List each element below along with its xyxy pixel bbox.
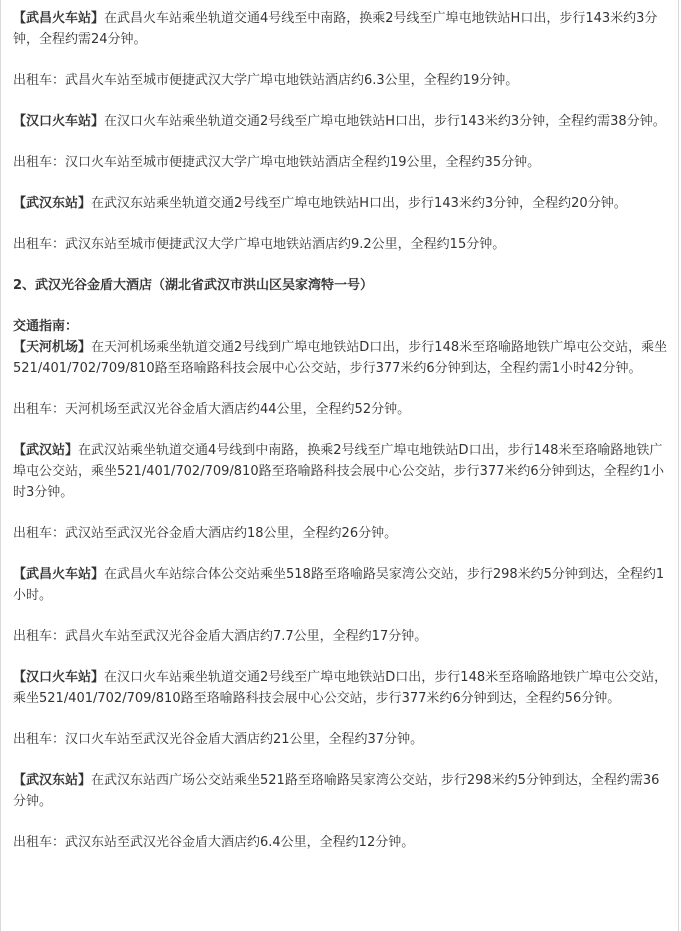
- taxi-text: 出租车：武昌火车站至武汉光谷金盾大酒店约7.7公里，全程约17分钟。: [13, 629, 428, 644]
- route-wuhan-station: [13, 440, 668, 503]
- guide-label: 交通指南：: [13, 319, 79, 334]
- taxi-tianhe-airport: [13, 399, 668, 420]
- route-text: 在天河机场乘坐轨道交通2号线到广埠屯地铁站D口出，步行148米至珞喻路地铁广埠屯公交站，乘坐521/401/702/709/810路至珞喻路科技会展中心公交站，步行377米约6分钟到达，全程约需1小时42分钟。: [13, 340, 668, 376]
- taxi-text: 出租车：武昌火车站至城市便捷武汉大学广埠屯地铁站酒店约6.3公里，全程约19分钟。: [13, 73, 519, 88]
- route-label: 【武汉东站】: [13, 196, 92, 211]
- route-text: 在武汉东站西广场公交站乘坐521路至珞喻路吴家湾公交站，步行298米约5分钟到达，全程约需36分钟。: [13, 773, 660, 809]
- route-label: 【天河机场】: [13, 340, 92, 355]
- taxi-text: 出租车：武汉东站至武汉光谷金盾大酒店约6.4公里，全程约12分钟。: [13, 835, 415, 850]
- route-label: 【汉口火车站】: [13, 114, 105, 129]
- route-text: 在武昌火车站综合体公交站乘坐518路至珞喻路吴家湾公交站，步行298米约5分钟到达，全程约1小时。: [13, 567, 665, 603]
- taxi-hankou-station: [13, 152, 668, 173]
- route-text: 在武汉站乘坐轨道交通4号线到中南路，换乘2号线至广埠屯地铁站D口出，步行148米至珞喻路地铁广埠屯公交站，乘坐521/401/702/709/810路至珞喻路科技会展中心公交站，步行377米约6分钟到达，全程约1小时3分钟。: [13, 443, 664, 500]
- route-wuchang-station-2: [13, 564, 668, 606]
- taxi-wuhan-east-station-2: [13, 832, 668, 853]
- route-label: 【武昌火车站】: [13, 567, 105, 582]
- taxi-wuchang-station-2: [13, 626, 668, 647]
- route-wuhan-east-station-2: [13, 770, 668, 812]
- route-wuhan-east-station: [13, 193, 668, 214]
- route-label: 【武汉站】: [13, 443, 79, 458]
- taxi-hankou-station-2: [13, 729, 668, 750]
- route-hankou-station: [13, 111, 668, 132]
- route-text: 在汉口火车站乘坐轨道交通2号线至广埠屯地铁站D口出，步行148米至珞喻路地铁广埠屯公交站，乘坐521/401/702/709/810路至珞喻路科技会展中心公交站，步行377米约6分钟到达，全程约56分钟。: [13, 670, 668, 706]
- taxi-wuchang-station: [13, 70, 668, 91]
- route-label: 【武昌火车站】: [13, 11, 105, 26]
- section-title: 2、武汉光谷金盾大酒店（湖北省武汉市洪山区吴家湾特一号）: [13, 278, 374, 293]
- taxi-text: 出租车：武汉站至武汉光谷金盾大酒店约18公里，全程约26分钟。: [13, 526, 398, 541]
- route-text: 在汉口火车站乘坐轨道交通2号线至广埠屯地铁站H口出，步行143米约3分钟，全程约需38分钟。: [104, 114, 666, 129]
- taxi-text: 出租车：汉口火车站至城市便捷武汉大学广埠屯地铁站酒店全程约19公里，全程约35分钟。: [13, 155, 541, 170]
- route-hankou-station-2: [13, 667, 668, 709]
- route-label: 【汉口火车站】: [13, 670, 105, 685]
- route-wuchang-station: [13, 8, 668, 50]
- route-label: 【武汉东站】: [13, 773, 92, 788]
- taxi-text: 出租车：天河机场至武汉光谷金盾大酒店约44公里，全程约52分钟。: [13, 402, 411, 417]
- route-text: 在武昌火车站乘坐轨道交通4号线至中南路，换乘2号线至广埠屯地铁站H口出，步行143米约3分钟，全程约需24分钟。: [13, 11, 658, 47]
- taxi-text: 出租车：汉口火车站至武汉光谷金盾大酒店约21公里，全程约37分钟。: [13, 732, 424, 747]
- route-text: 在武汉东站乘坐轨道交通2号线至广埠屯地铁站H口出，步行143米约3分钟，全程约20分钟。: [91, 196, 627, 211]
- route-tianhe-airport: [13, 337, 668, 379]
- taxi-wuhan-station: [13, 523, 668, 544]
- taxi-wuhan-east-station: [13, 234, 668, 255]
- taxi-text: 出租车：武汉东站至城市便捷武汉大学广埠屯地铁站酒店约9.2公里，全程约15分钟。: [13, 237, 506, 252]
